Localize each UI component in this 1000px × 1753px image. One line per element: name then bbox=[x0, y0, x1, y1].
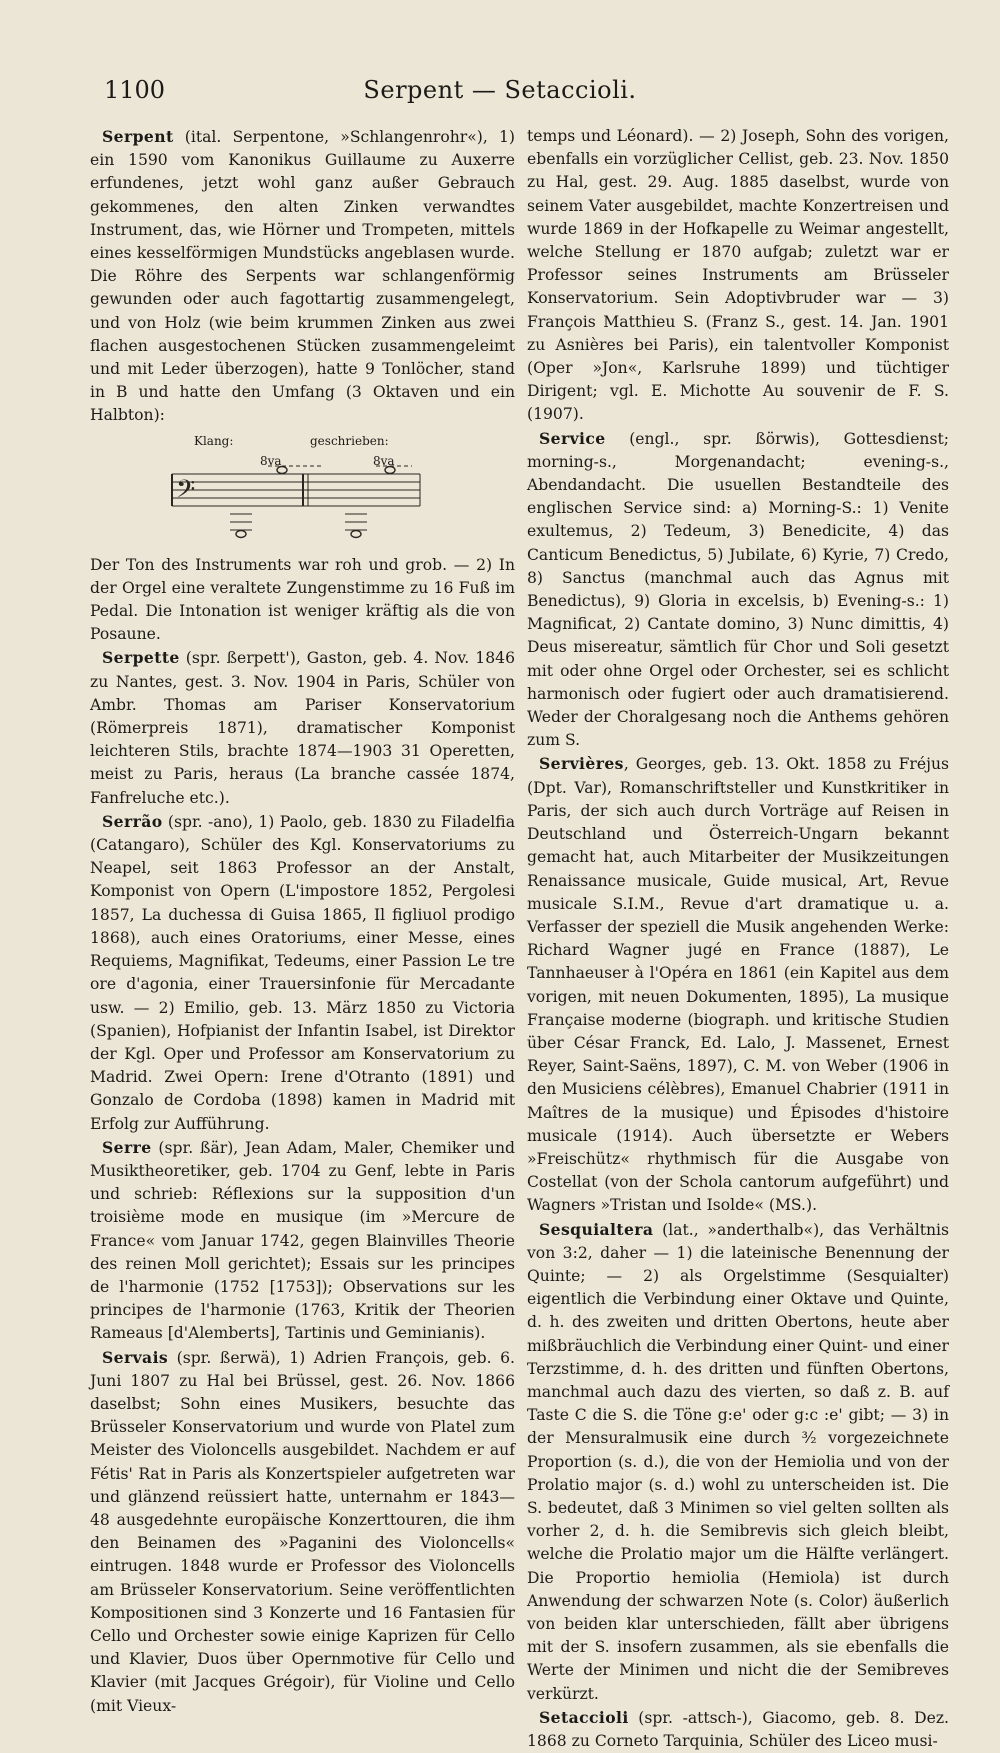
music-label-sound: Klang: bbox=[194, 433, 234, 448]
headword: Service bbox=[539, 428, 606, 448]
entry-text: (lat., »anderthalb«), das Verhältnis von 3:2, daher — 1) die lateinische Benennung der Quinte; — 2) als Orgelstimme (Sesquialter) eigentlich die Verbindung einer Oktave und Quinte, d. h. des zweiten und dritten Obertons, heute aber mißbräuchlich die Verbindung einer Quint- und einer Terzstimme, d. h. des dritten und fünften Obertons, manchmal auch dazu des vierten, so daß z. B. auf Taste C die S. die Töne g:e' oder g:c :e' gibt; — 3) in der Mensuralmusik eine durch ³⁄₂ vorgezeichnete Proportion (s. d.), die von der Hemiolia und von der Prolatio major (s. d.) wohl zu unterscheiden ist. Die S. bedeutet, daß 3 Minimen so viel gelten sollten als vorher 2, d. h. die Semibrevis sich gleich bleibt, welche die Prolatio major um die Hälfte verlängert. Die Proportio hemiolia (Hemiola) ist durch Anwendung der schwarzen Note (s. Color) äußerlich von beiden klar unterschieden, fällt aber übrigens mit der S. insofern zusammen, als sie ebenfalls die Werte der Minimen und nicht die der Semibreves verkürzt. bbox=[527, 1220, 949, 1703]
music-label-written: geschrieben: bbox=[310, 433, 389, 448]
music-staff bbox=[90, 430, 515, 554]
entry-setaccioli bbox=[527, 1706, 949, 1753]
headword: Sesquialtera bbox=[539, 1219, 654, 1239]
entry-serpent-cont: Der Ton des Instruments war roh und grob. — 2) In der Orgel eine veraltete Zungenstimme zu 16 Fuß im Pedal. Die Intonation ist weniger kräftig als die von Posaune. bbox=[90, 555, 515, 644]
headword: Serpent bbox=[102, 127, 174, 146]
note-low bbox=[236, 530, 246, 537]
entry-text: (spr. -ano), 1) Paolo, geb. 1830 zu Filadelfia (Catangaro), Schüler des Kgl. Konservatoriums zu Neapel, seit 1863 Professor an der Anstalt, Komponist von Opern (L'impostore 1852, Pergolesi 1857, La duchessa di Guisa 1865, Il figliuol prodigo 1868), auch eines Oratoriums, einer Messe, eines Requiems, Magnifikat, Tedeums, einer Passion Le tre ore d'agonia, einer Trauersinfonie für Mercadante usw. — 2) Emilio, geb. 13. März 1850 zu Victoria (Spanien), Hofpianist der Infantin Isabel, ist Direktor der Kgl. Oper und Professor am Konservatorium zu Madrid. Zwei Opern: Irene d'Otranto (1891) und Gonzalo de Cordoba (1898) kamen in Madrid mit Erfolg zur Aufführung. bbox=[90, 812, 515, 1133]
entry-text: , Georges, geb. 13. Okt. 1858 zu Fréjus (Dpt. Var), Romanschriftsteller und Kunstkritiker in Paris, der sich auch durch Vorträge auf Reisen in Deutschland und Österreich-Ungarn bekannt gemacht hat, auch Mitarbeiter der Musikzeitungen Renaissance musicale, Guide musical, Art, Revue musicale S.I.M., Revue d'art dramatique u. a. Verfasser der speziell die Musik angehenden Werke: Richard Wagner jugé en France (1887), Le Tannhaeuser à l'Opéra en 1861 (ein Kapitel aus dem vorigen, mit neuen Dokumenten, 1895), La musique Française moderne (biograph. und kritische Studien über César Franck, Ed. Lalo, J. Massenet, Ernest Reyer, Saint-Saëns, 1897), C. M. von Weber (1906 in den Musiciens célèbres), Emanuel Chabrier (1911 in Maîtres de la musique) und Épisodes d'histoire musicale (1914). Auch übersetzte er Webers »Freischütz« rhythmisch für die Ausgabe von Costellat (von der Schola cantorum aufgeführt) und Wagners »Tristan und Isolde« (MS.). bbox=[527, 755, 949, 1215]
music-8va-marking: 8va bbox=[373, 453, 395, 468]
entry-text: (ital. Serpentone, »Schlangenrohr«), 1) ein 1590 vom Kanonikus Guillaume zu Auxerre erfundenes, jetzt wohl ganz außer Gebrauch gekommenes, den alten Zinken verwandtes Instrument, das, wie Hörner und Trompeten, mittels eines kesselförmigen Mundstücks angeblasen wurde. Die Röhre des Serpents war schlangenförmig gewunden oder auch fagottartig zusammengelegt, und von Holz (wie beim krummen Zinken aus zwei flachen ausgestochenen Stücken zusammengeleimt und mit Leder überzogen), hatte 9 Tonlöcher, stand in B und hatte den Umfang (3 Oktaven und ein Halbton): bbox=[90, 128, 515, 425]
headword: Servais bbox=[102, 1347, 169, 1367]
entry-serre bbox=[90, 1136, 515, 1346]
entry-text: (engl., spr. ßörwis), Gottesdienst; morning-s., Morgenandacht; evening-s., Abendandacht. Die usuellen Bestandteile des englischen Service sind: a) Morning-S.: 1) Venite exultemus, 2) Tedeum, 3) Benedicite, 4) das Canticum Benedictus, 5) Jubilate, 6) Kyrie, 7) Credo, 8) Sanctus (manchmal auch das Agnus mit Benedictus), 9) Gloria in excelsis, b) Evening-s.: 1) Magnificat, 2) Cantate domino, 3) Nunc dimittis, 4) Deus misereatur, sämtlich für Chor und Soli gesetzt mit oder ohne Orgel oder Orchester, sei es schlicht harmonisch oder fugiert oder auch dramatisierend. Weder der Choralgesang noch die Anthems gehören zum S. bbox=[527, 429, 949, 750]
page-number: 1100 bbox=[104, 76, 166, 104]
headword: Serpette bbox=[102, 648, 180, 668]
entry-text: (spr. ßär), Jean Adam, Maler, Chemiker und Musiktheoretiker, geb. 1704 zu Genf, lebte in Paris und schrieb: Réflexions sur la supposition d'un troisième mode en musique (im »Mercure de France« vom Januar 1742, gegen Blainvilles Theorie des reinen Moll gerichtet); Essais sur les principes de l'harmonie (1752 [1753]); Observations sur les principes de l'harmonie (1763, Kritik der Theorien Rameaus [d'Alemberts], Tartinis und Geminianis). bbox=[90, 1138, 515, 1343]
entry-servais-cont: temps und Léonard). — 2) Joseph, Sohn des vorigen, ebenfalls ein vorzüglicher Cellist, geb. 23. Nov. 1850 zu Hal, gest. 29. Aug. 1885 daselbst, wurde von seinem Vater ausgebildet, machte Konzertreisen und wurde 1869 in der Hofkapelle zu Weimar angestellt, welche Stellung er 1870 aufgab; zuletzt war er Professor seines Instruments am Brüsseler Konservatorium. Sein Adoptivbruder war — 3) François Matthieu S. (Franz S., gest. 14. Jan. 1901 zu Asnières bei Paris), ein talentvoller Komponist (Oper »Jon«, Karlsruhe 1899) und tüchtiger Dirigent; vgl. E. Michotte Au souvenir de F. S. (1907). bbox=[527, 127, 949, 424]
note-high bbox=[385, 466, 395, 473]
entry-service bbox=[527, 427, 949, 753]
entry-serrao bbox=[90, 810, 515, 1136]
headword: Setaccioli bbox=[539, 1707, 629, 1727]
left-column bbox=[90, 125, 515, 1718]
entry-text: (spr. ßerpett'), Gaston, geb. 4. Nov. 1846 zu Nantes, gest. 3. Nov. 1904 in Paris, Schüler von Ambr. Thomas am Pariser Konservatorium (Römerpreis 1871), dramatischer Komponist leichteren Stils, brachte 1874—1903 31 Operetten, meist zu Paris, heraus (La branche cassée 1874, Fanfreluche etc.). bbox=[90, 649, 515, 807]
note-low bbox=[351, 530, 361, 537]
entry-servais bbox=[90, 1346, 515, 1718]
entry-serpette bbox=[90, 646, 515, 809]
entry-text: (spr. -attsch-), Giacomo, geb. 8. Dez. 1868 zu Corneto Tarquinia, Schüler des Liceo musi- bbox=[527, 1708, 949, 1751]
running-title: Serpent — Setaccioli. bbox=[363, 76, 637, 104]
entry-servieres bbox=[527, 752, 949, 1217]
entry-text: (spr. ßerwä), 1) Adrien François, geb. 6. Juni 1807 zu Hal bei Brüssel, gest. 26. Nov. 1866 daselbst; Sohn eines Musikers, besuchte das Brüsseler Konservatorium und wurde von Platel zum Meister des Violoncells ausgebildet. Nachdem er auf Fétis' Rat in Paris als Konzertspieler aufgetreten war und glänzend reüssiert hatte, unternahm er 1843—48 ausgedehnte europäische Konzerttouren, die ihm den Beinamen des »Paganini des Violoncells« eintrugen. 1848 wurde er Professor des Violoncells am Brüsseler Konservatorium. Seine veröffentlichten Kompositionen sind 3 Konzerte und 16 Fantasien für Cello und Orchester sowie einige Kaprizen für Cello und Klavier, Duos über Opernmotive für Cello und Klavier (mit Jacques Grégoir), für Violine und Cello (mit Vieux- bbox=[90, 1348, 515, 1715]
entry-serpent bbox=[90, 125, 515, 428]
headword: Serre bbox=[102, 1137, 152, 1157]
note-high bbox=[277, 466, 287, 473]
headword: Servières bbox=[539, 754, 624, 774]
bass-clef-icon: 𝄢 bbox=[176, 474, 196, 510]
right-column bbox=[527, 125, 949, 1753]
music-example bbox=[90, 430, 515, 554]
music-8va-marking: 8va bbox=[260, 453, 282, 468]
headword: Serrão bbox=[102, 811, 163, 831]
entry-sesquialtera bbox=[527, 1218, 949, 1706]
